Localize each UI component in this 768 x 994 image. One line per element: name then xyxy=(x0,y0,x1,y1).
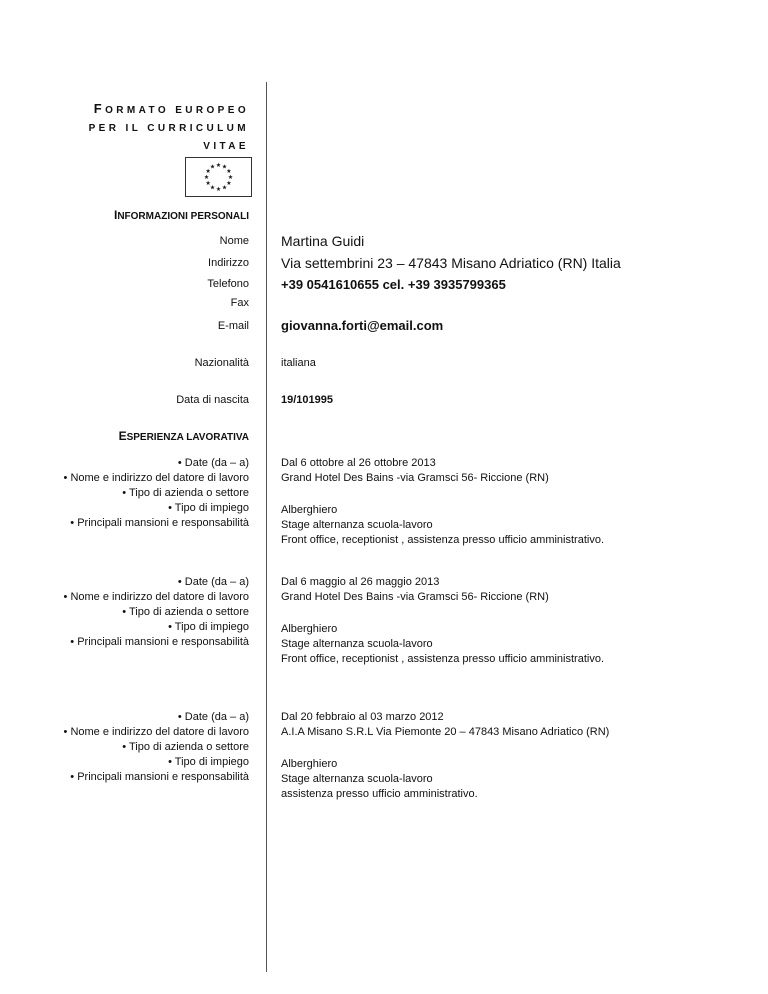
employment-label: • Tipo di impiego xyxy=(168,756,249,768)
flag-star xyxy=(206,181,211,185)
job-date: Dal 6 maggio al 26 maggio 2013 xyxy=(281,576,440,588)
indirizzo-value: Via settembrini 23 – 47843 Misano Adriatico (RN) Italia xyxy=(281,255,621,271)
job-employer: Grand Hotel Des Bains -via Gramsci 56- Riccione (RN) xyxy=(281,591,549,603)
nascita-value: 19/101995 xyxy=(281,394,333,406)
job-employment: Stage alternanza scuola-lavoro xyxy=(281,519,433,531)
job-sector: Alberghiero xyxy=(281,758,338,770)
flag-star xyxy=(228,175,233,179)
employment-label: • Tipo di impiego xyxy=(168,621,249,633)
flag-star xyxy=(222,185,227,189)
job-employer: Grand Hotel Des Bains -via Gramsci 56- Riccione (RN) xyxy=(281,472,549,484)
sector-label: • Tipo di azienda o settore xyxy=(122,487,249,499)
telefono-label: Telefono xyxy=(207,278,249,290)
duties-label: • Principali mansioni e responsabilità xyxy=(70,771,249,783)
flag-star xyxy=(222,164,227,168)
job-employment: Stage alternanza scuola-lavoro xyxy=(281,638,433,650)
employer-label: • Nome e indirizzo del datore di lavoro xyxy=(63,591,249,603)
title-line-3: VITAE xyxy=(203,141,249,152)
nome-label: Nome xyxy=(219,235,249,247)
title-line-1: FORMATO EUROPEO xyxy=(93,101,249,116)
indirizzo-label: Indirizzo xyxy=(208,257,249,269)
job-labels-1 xyxy=(49,457,249,532)
job-values-2 xyxy=(281,576,604,668)
section-personal-info: INFORMAZIONI PERSONALI xyxy=(113,208,249,222)
section-work-experience: ESPERIENZA LAVORATIVA xyxy=(118,429,249,443)
employer-label: • Nome e indirizzo del datore di lavoro xyxy=(63,726,249,738)
eu-flag-icon xyxy=(185,157,252,197)
duties-label: • Principali mansioni e responsabilità xyxy=(70,636,249,648)
nome-value: Martina Guidi xyxy=(281,233,365,249)
flag-star xyxy=(227,169,232,173)
flag-star xyxy=(204,175,209,179)
sector-label: • Tipo di azienda o settore xyxy=(122,606,249,618)
job-values-1 xyxy=(281,457,604,549)
flag-star xyxy=(210,164,215,168)
nazionalita-label: Nazionalità xyxy=(194,357,249,369)
job-sector: Alberghiero xyxy=(281,504,338,516)
nascita-label: Data di nascita xyxy=(176,394,249,406)
telefono-value: +39 0541610655 cel. +39 3935799365 xyxy=(281,277,506,292)
job-labels-2 xyxy=(49,576,249,651)
flag-star xyxy=(227,181,232,185)
title-line-2: PER IL CURRICULUM xyxy=(88,123,249,134)
nazionalita-value: italiana xyxy=(281,357,316,369)
flag-star xyxy=(210,185,215,189)
sector-label: • Tipo di azienda o settore xyxy=(122,741,249,753)
email-value: giovanna.forti@email.com xyxy=(281,318,444,333)
date-label: • Date (da – a) xyxy=(177,576,249,588)
employer-label: • Nome e indirizzo del datore di lavoro xyxy=(63,472,249,484)
job-sector: Alberghiero xyxy=(281,623,338,635)
email-label: E-mail xyxy=(217,320,249,332)
employment-label: • Tipo di impiego xyxy=(168,502,249,514)
job-duties: assistenza presso ufficio amministrativo. xyxy=(281,788,478,800)
date-label: • Date (da – a) xyxy=(177,457,249,469)
flag-star xyxy=(216,187,221,191)
job-date: Dal 6 ottobre al 26 ottobre 2013 xyxy=(281,457,436,469)
job-employment: Stage alternanza scuola-lavoro xyxy=(281,773,433,785)
fax-label: Fax xyxy=(230,297,249,309)
column-divider xyxy=(266,82,267,972)
duties-label: • Principali mansioni e responsabilità xyxy=(70,517,249,529)
job-duties: Front office, receptionist , assistenza presso ufficio amministrativo. xyxy=(281,534,605,546)
document-title xyxy=(89,100,249,156)
job-labels-3 xyxy=(49,711,249,786)
job-date: Dal 20 febbraio al 03 marzo 2012 xyxy=(281,711,444,723)
flag-star xyxy=(206,169,211,173)
flag-star xyxy=(216,163,221,167)
job-employer: A.I.A Misano S.R.L Via Piemonte 20 – 47843 Misano Adriatico (RN) xyxy=(281,726,610,738)
date-label: • Date (da – a) xyxy=(177,711,249,723)
job-values-3 xyxy=(281,711,609,803)
job-duties: Front office, receptionist , assistenza presso ufficio amministrativo. xyxy=(281,653,605,665)
